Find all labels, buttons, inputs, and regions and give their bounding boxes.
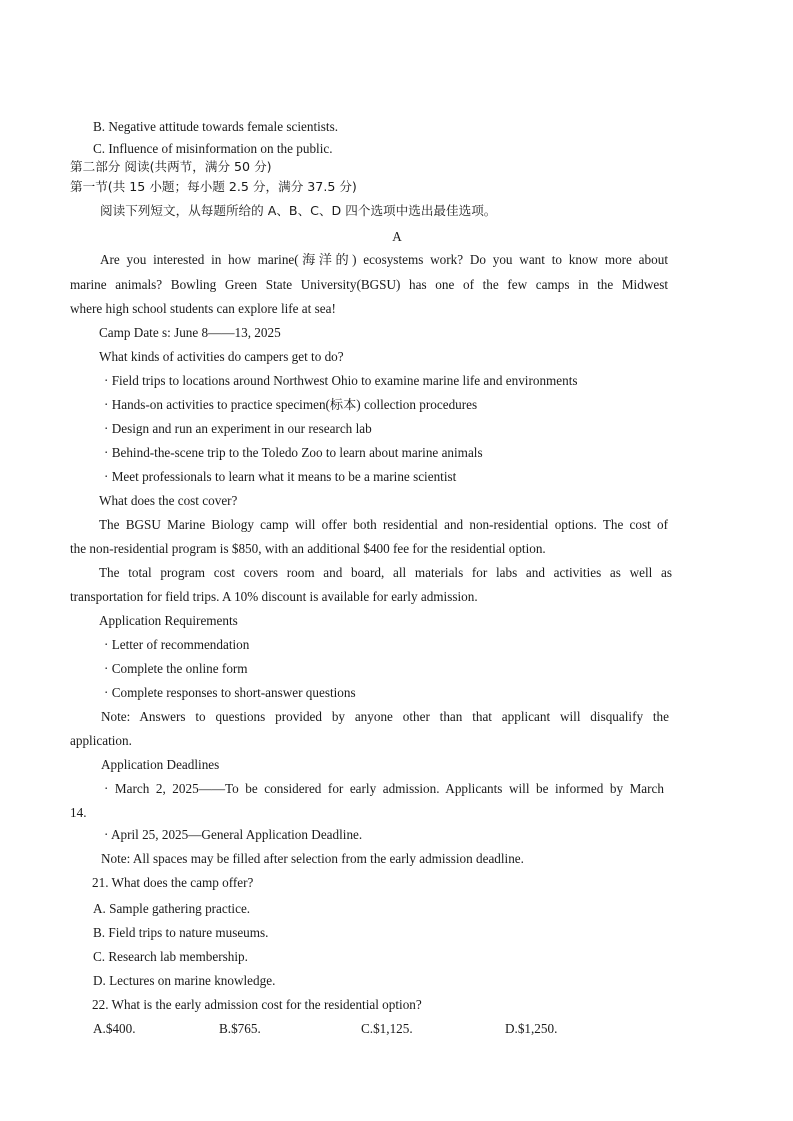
question-21-option-d: D. Lectures on marine knowledge. <box>93 973 276 988</box>
question-22-option-d: D.$1,250. <box>505 1021 558 1036</box>
activities-heading: What kinds of activities do campers get to do? <box>99 349 344 364</box>
question-22-option-c: C.$1,125. <box>361 1021 413 1036</box>
requirements-heading: Application Requirements <box>99 613 238 628</box>
activity-item: · Hands-on activities to practice specimen(标本) collection procedures <box>104 397 478 412</box>
deadlines-heading: Application Deadlines <box>101 757 220 772</box>
cost-heading: What does the cost cover? <box>99 493 238 508</box>
requirement-item: · Complete responses to short-answer questions <box>104 685 356 700</box>
requirement-item: · Complete the online form <box>104 661 248 676</box>
activity-item: · Field trips to locations around Northwest Ohio to examine marine life and environments <box>104 373 578 388</box>
question-21-option-a: A. Sample gathering practice. <box>93 901 251 916</box>
intro-line: where high school students can explore life at sea! <box>70 301 336 316</box>
previous-option-b: B. Negative attitude towards female scientists. <box>93 119 338 134</box>
section-subtitle: 第一节(共 15 小题；每小题 2.5 分，满分 37.5 分) <box>70 179 357 194</box>
deadline-item-continuation: 14. <box>70 805 87 820</box>
cost-paragraph-line: The BGSU Marine Biology camp will offer both residential and non-residential options. The cost of <box>99 517 668 532</box>
activity-item: · Design and run an experiment in our research lab <box>104 421 372 436</box>
intro-line: Are you interested in how marine(海洋的) ecosystems work? Do you want to know more about <box>100 252 668 267</box>
cost-paragraph-line: The total program cost covers room and board, all materials for labs and activities as well as <box>99 565 672 580</box>
note-line: Note: Answers to questions provided by anyone other than that applicant will disqualify the <box>101 709 669 724</box>
question-22-option-b: B.$765. <box>219 1021 261 1036</box>
deadline-item: · April 25, 2025—General Application Deadline. <box>104 827 363 842</box>
question-21-option-b: B. Field trips to nature museums. <box>93 925 269 940</box>
question-stem-22: 22. What is the early admission cost for the residential option? <box>92 997 422 1012</box>
passage-letter: A <box>392 229 402 244</box>
note-line: Note: All spaces may be filled after selection from the early admission deadline. <box>101 851 524 866</box>
question-stem-21: 21. What does the camp offer? <box>92 875 254 890</box>
previous-option-c: C. Influence of misinformation on the public. <box>93 141 333 156</box>
part-title: 第二部分 阅读(共两节，满分 50 分) <box>70 159 272 174</box>
question-21-option-c: C. Research lab membership. <box>93 949 248 964</box>
cost-paragraph-line: transportation for field trips. A 10% discount is available for early admission. <box>70 589 478 604</box>
requirement-item: · Letter of recommendation <box>104 637 250 652</box>
cost-paragraph-line: the non-residential program is $850, with an additional $400 fee for the residential option. <box>70 541 546 556</box>
note-line: application. <box>70 733 132 748</box>
activity-item: · Meet professionals to learn what it means to be a marine scientist <box>104 469 457 484</box>
deadline-item: · March 2, 2025——To be considered for early admission. Applicants will be informed by March <box>104 781 664 796</box>
section-instruction: 阅读下列短文，从每题所给的 A、B、C、D 四个选项中选出最佳选项。 <box>100 203 497 218</box>
activity-item: · Behind-the-scene trip to the Toledo Zoo to learn about marine animals <box>104 445 483 460</box>
intro-line: marine animals? Bowling Green State University(BGSU) has one of the few camps in the Midwest <box>70 277 668 292</box>
question-22-option-a: A.$400. <box>93 1021 136 1036</box>
camp-dates: Camp Date s: June 8——13, 2025 <box>99 325 281 340</box>
